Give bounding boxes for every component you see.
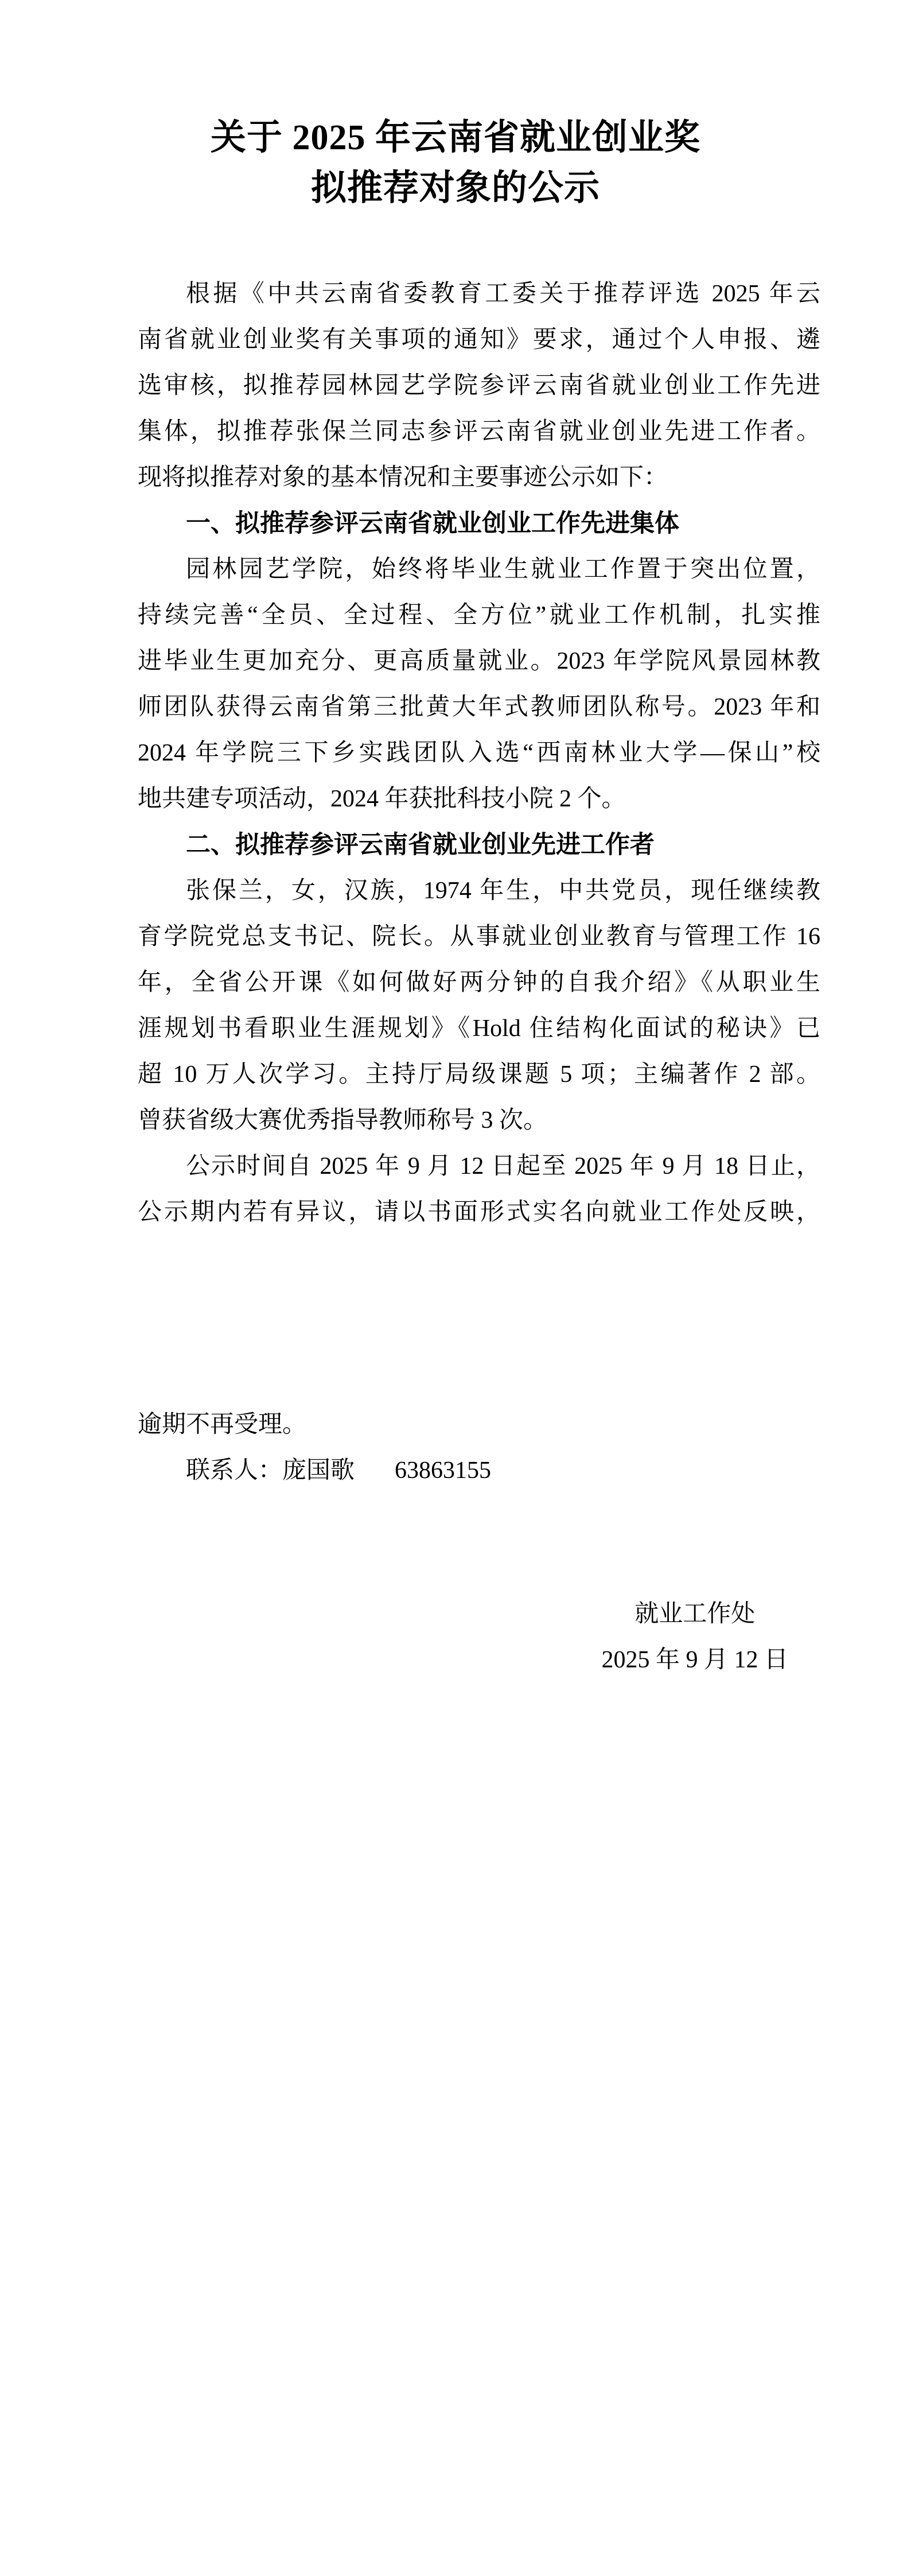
body-line: 根据《中共云南省委教育工委关于推荐评选 2025 年云 (186, 281, 820, 307)
contact-name: 庞国歌 (282, 1457, 355, 1484)
signature-block (0, 1591, 911, 1683)
document-title (0, 0, 911, 214)
blank-gap (138, 1235, 820, 1402)
contact-phone: 63863155 (395, 1457, 492, 1484)
document-body (138, 271, 820, 1448)
title-line-2: 拟推荐对象的公示 (310, 169, 600, 208)
signature-org: 就业工作处 (634, 1601, 756, 1627)
section-heading: 二、拟推荐参评云南省就业创业先进工作者 (186, 831, 655, 859)
body-line: 地共建专项活动，2024 年获批科技小院 2 个。 (138, 786, 626, 812)
body-line: 育学院党总支书记、院长。从事就业创业教育与管理工作 16 (138, 924, 820, 950)
body-line: 涯规划书看职业生涯规划》《Hold 住结构化面试的秘诀》已 (138, 1015, 820, 1042)
body-line: 曾获省级大赛优秀指导教师称号 3 次。 (138, 1107, 548, 1134)
body-line: 集体，拟推荐张保兰同志参评云南省就业创业先进工作者。 (138, 418, 820, 445)
body-line: 选审核，拟推荐园林园艺学院参评云南省就业创业工作先进 (138, 373, 820, 399)
body-line: 公示时间自 2025 年 9 月 12 日起至 2025 年 9 月 18 日止， (186, 1153, 820, 1180)
body-line: 进毕业生更加充分、更高质量就业。2023 年学院风景园林教 (138, 648, 820, 674)
body-line: 公示期内若有异议，请以书面形式实名向就业工作处反映， (138, 1199, 820, 1225)
body-line: 逾期不再受理。 (138, 1411, 307, 1438)
body-line: 现将拟推荐对象的基本情况和主要事迹公示如下： (138, 464, 668, 491)
body-line: 超 10 万人次学习。主持厅局级课题 5 项；主编著作 2 部。 (138, 1061, 820, 1088)
body-line: 园林园艺学院，始终将毕业生就业工作置于突出位置， (186, 556, 820, 583)
title-line-1: 关于 2025 年云南省就业创业奖 (210, 118, 700, 157)
body-line: 年，全省公开课《如何做好两分钟的自我介绍》《从职业生 (138, 969, 820, 996)
body-line: 师团队获得云南省第三批黄大年式教师团队称号。2023 年和 (138, 694, 820, 720)
section-heading: 一、拟推荐参评云南省就业创业工作先进集体 (186, 510, 679, 537)
signature-inner (601, 1591, 788, 1683)
signature-date: 2025 年 9 月 12 日 (601, 1647, 788, 1673)
contact-label: 联系人： (186, 1457, 283, 1484)
body-line: 南省就业创业奖有关事项的通知》要求，通过个人申报、遴 (138, 327, 820, 353)
contact-line (186, 1448, 911, 1493)
body-line: 持续完善“全员、全过程、全方位”就业工作机制，扎实推 (138, 602, 820, 629)
body-line: 张保兰，女，汉族，1974 年生，中共党员，现任继续教 (186, 878, 820, 904)
body-line: 2024 年学院三下乡实践团队入选“西南林业大学—保山”校 (138, 740, 820, 766)
